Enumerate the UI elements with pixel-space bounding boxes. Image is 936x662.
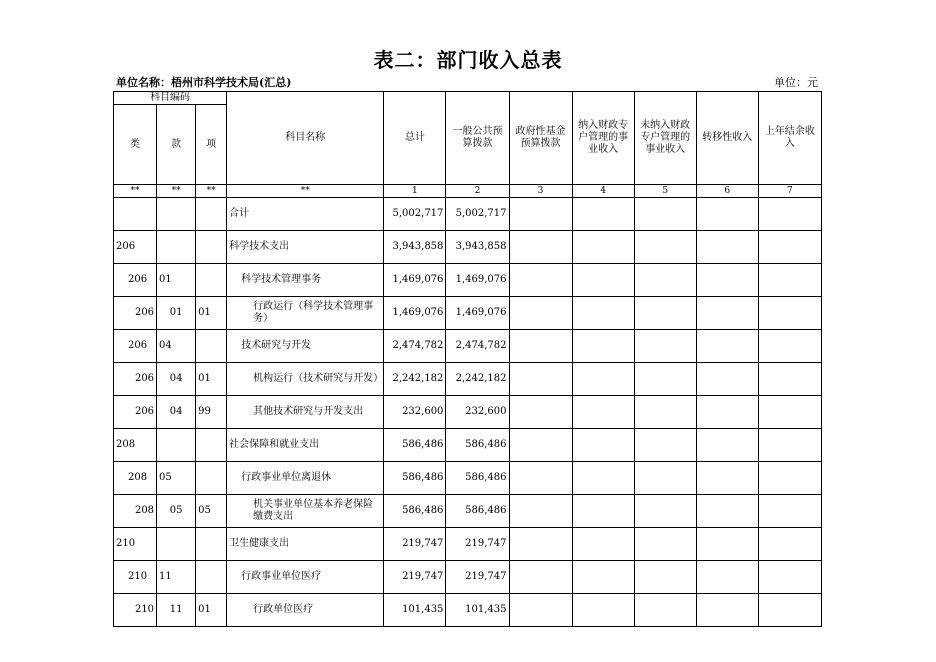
column-number-row [114, 185, 822, 198]
lei-cell: 206 [114, 330, 157, 363]
lei-header: 类 [114, 105, 157, 185]
name-cell: 技术研究与开发 [227, 330, 384, 363]
carryover-cell [758, 330, 821, 363]
total-cell: 2,242,182 [384, 363, 446, 396]
carryover-cell [758, 396, 821, 429]
out-special-cell [634, 462, 696, 495]
xiang-cell [196, 198, 227, 231]
lei-cell: 208 [114, 429, 157, 462]
out-special-cell [634, 396, 696, 429]
carryover-income-header: 上年结余收入 [758, 92, 821, 185]
kuan-cell [157, 231, 196, 264]
transfer-cell [696, 297, 758, 330]
general-budget-header: 一般公共预算拨款 [446, 92, 509, 185]
transfer-income-header: 转移性收入 [696, 92, 758, 185]
kuan-cell [157, 528, 196, 561]
transfer-cell [696, 363, 758, 396]
table-row [114, 495, 822, 528]
transfer-cell [696, 594, 758, 627]
table-row [114, 429, 822, 462]
transfer-cell [696, 561, 758, 594]
xiang-cell [196, 429, 227, 462]
carryover-cell [758, 528, 821, 561]
carryover-cell [758, 297, 821, 330]
fund-cell [509, 363, 572, 396]
out-special-cell [634, 528, 696, 561]
fund-cell [509, 429, 572, 462]
code-group-header: 科目编码 [114, 92, 227, 105]
unit-name-label: 单位名称：梧州市科学技术局(汇总) [116, 76, 292, 89]
general-cell: 5,002,717 [446, 198, 509, 231]
fund-cell [509, 198, 572, 231]
out-special-cell [634, 495, 696, 528]
out-special-cell [634, 297, 696, 330]
out-special-cell [634, 561, 696, 594]
out-special-cell [634, 231, 696, 264]
kuan-cell: 11 [157, 561, 196, 594]
out-special-account-header: 未纳入财政专户管理的事业收入 [634, 92, 696, 185]
column-number: 1 [384, 185, 446, 198]
name-cell: 行政运行（科学技术管理事务） [227, 297, 384, 330]
general-cell: 101,435 [446, 594, 509, 627]
lei-cell: 210 [114, 594, 157, 627]
in-special-cell [572, 231, 634, 264]
table-row [114, 231, 822, 264]
lei-cell: 206 [114, 264, 157, 297]
total-cell: 219,747 [384, 561, 446, 594]
table-row [114, 462, 822, 495]
lei-cell: 206 [114, 396, 157, 429]
transfer-cell [696, 231, 758, 264]
out-special-cell [634, 429, 696, 462]
fund-budget-header: 政府性基金预算拨款 [509, 92, 572, 185]
carryover-cell [758, 462, 821, 495]
general-cell: 1,469,076 [446, 297, 509, 330]
transfer-cell [696, 495, 758, 528]
currency-unit-label: 单位：元 [774, 76, 818, 89]
name-cell: 行政事业单位医疗 [227, 561, 384, 594]
xiang-header: 项 [196, 105, 227, 185]
in-special-cell [572, 462, 634, 495]
carryover-cell [758, 363, 821, 396]
column-number: 3 [509, 185, 572, 198]
kuan-cell: 05 [157, 462, 196, 495]
total-cell: 219,747 [384, 528, 446, 561]
kuan-cell: 01 [157, 297, 196, 330]
in-special-cell [572, 396, 634, 429]
table-row [114, 363, 822, 396]
lei-cell: 206 [114, 231, 157, 264]
table-row [114, 264, 822, 297]
kuan-cell [157, 429, 196, 462]
general-cell: 219,747 [446, 528, 509, 561]
fund-cell [509, 462, 572, 495]
name-cell: 合计 [227, 198, 384, 231]
table-row [114, 561, 822, 594]
general-cell: 586,486 [446, 495, 509, 528]
xiang-cell: 01 [196, 363, 227, 396]
lei-cell [114, 198, 157, 231]
lei-cell: 206 [114, 297, 157, 330]
general-cell: 219,747 [446, 561, 509, 594]
lei-cell: 210 [114, 528, 157, 561]
income-table [113, 91, 822, 627]
total-cell: 586,486 [384, 495, 446, 528]
table-row [114, 396, 822, 429]
out-special-cell [634, 594, 696, 627]
general-cell: 586,486 [446, 429, 509, 462]
table-row [114, 198, 822, 231]
in-special-cell [572, 264, 634, 297]
kuan-cell: 05 [157, 495, 196, 528]
fund-cell [509, 330, 572, 363]
total-cell: 586,486 [384, 462, 446, 495]
total-cell: 1,469,076 [384, 297, 446, 330]
column-number: 4 [572, 185, 634, 198]
total-cell: 1,469,076 [384, 264, 446, 297]
xiang-cell: 01 [196, 297, 227, 330]
total-header: 总计 [384, 92, 446, 185]
in-special-cell [572, 198, 634, 231]
xiang-cell: 01 [196, 594, 227, 627]
kuan-cell: 04 [157, 363, 196, 396]
lei-cell: 206 [114, 363, 157, 396]
general-cell: 1,469,076 [446, 264, 509, 297]
fund-cell [509, 495, 572, 528]
column-number: 7 [758, 185, 821, 198]
page-title: 表二：部门收入总表 [373, 48, 563, 72]
xiang-cell [196, 330, 227, 363]
kuan-cell: 04 [157, 396, 196, 429]
transfer-cell [696, 264, 758, 297]
column-number: 6 [696, 185, 758, 198]
total-cell: 586,486 [384, 429, 446, 462]
in-special-cell [572, 561, 634, 594]
name-cell: 科学技术管理事务 [227, 264, 384, 297]
table-row [114, 528, 822, 561]
kuan-header: 款 [157, 105, 196, 185]
column-number: 2 [446, 185, 509, 198]
column-number: 5 [634, 185, 696, 198]
general-cell: 2,474,782 [446, 330, 509, 363]
kuan-cell: 01 [157, 264, 196, 297]
name-cell: 卫生健康支出 [227, 528, 384, 561]
table-row [114, 330, 822, 363]
carryover-cell [758, 495, 821, 528]
transfer-cell [696, 462, 758, 495]
out-special-cell [634, 264, 696, 297]
fund-cell [509, 396, 572, 429]
transfer-cell [696, 528, 758, 561]
general-cell: 3,943,858 [446, 231, 509, 264]
name-cell: 科学技术支出 [227, 231, 384, 264]
in-special-cell [572, 297, 634, 330]
xiang-cell: 99 [196, 396, 227, 429]
in-special-cell [572, 495, 634, 528]
in-special-cell [572, 528, 634, 561]
general-cell: 586,486 [446, 462, 509, 495]
carryover-cell [758, 561, 821, 594]
lei-cell: 208 [114, 495, 157, 528]
fund-cell [509, 528, 572, 561]
name-cell: 机构运行（技术研究与开发） [227, 363, 384, 396]
name-cell: 行政单位医疗 [227, 594, 384, 627]
kuan-cell: 11 [157, 594, 196, 627]
name-header: 科目名称 [227, 92, 384, 185]
name-cell: 社会保障和就业支出 [227, 429, 384, 462]
transfer-cell [696, 429, 758, 462]
total-cell: 2,474,782 [384, 330, 446, 363]
lei-cell: 210 [114, 561, 157, 594]
fund-cell [509, 231, 572, 264]
kuan-cell [157, 198, 196, 231]
transfer-cell [696, 330, 758, 363]
xiang-cell [196, 462, 227, 495]
out-special-cell [634, 330, 696, 363]
fund-cell [509, 594, 572, 627]
general-cell: 2,242,182 [446, 363, 509, 396]
table-row [114, 297, 822, 330]
lei-cell: 208 [114, 462, 157, 495]
xiang-cell [196, 561, 227, 594]
carryover-cell [758, 264, 821, 297]
name-cell: 其他技术研究与开发支出 [227, 396, 384, 429]
column-number: ** [227, 185, 384, 198]
carryover-cell [758, 198, 821, 231]
transfer-cell [696, 396, 758, 429]
in-special-cell [572, 330, 634, 363]
transfer-cell [696, 198, 758, 231]
fund-cell [509, 561, 572, 594]
column-number: ** [114, 185, 157, 198]
in-special-cell [572, 429, 634, 462]
column-number: ** [157, 185, 196, 198]
table-row [114, 594, 822, 627]
header-row-1 [114, 92, 822, 105]
total-cell: 232,600 [384, 396, 446, 429]
total-cell: 5,002,717 [384, 198, 446, 231]
in-special-cell [572, 594, 634, 627]
name-cell: 机关事业单位基本养老保险缴费支出 [227, 495, 384, 528]
xiang-cell [196, 528, 227, 561]
carryover-cell [758, 594, 821, 627]
name-cell: 行政事业单位离退休 [227, 462, 384, 495]
fund-cell [509, 297, 572, 330]
carryover-cell [758, 429, 821, 462]
in-special-cell [572, 363, 634, 396]
total-cell: 3,943,858 [384, 231, 446, 264]
xiang-cell [196, 264, 227, 297]
kuan-cell: 04 [157, 330, 196, 363]
carryover-cell [758, 231, 821, 264]
xiang-cell: 05 [196, 495, 227, 528]
in-special-account-header: 纳入财政专户管理的事业收入 [572, 92, 634, 185]
total-cell: 101,435 [384, 594, 446, 627]
out-special-cell [634, 363, 696, 396]
out-special-cell [634, 198, 696, 231]
column-number: ** [196, 185, 227, 198]
xiang-cell [196, 231, 227, 264]
fund-cell [509, 264, 572, 297]
general-cell: 232,600 [446, 396, 509, 429]
